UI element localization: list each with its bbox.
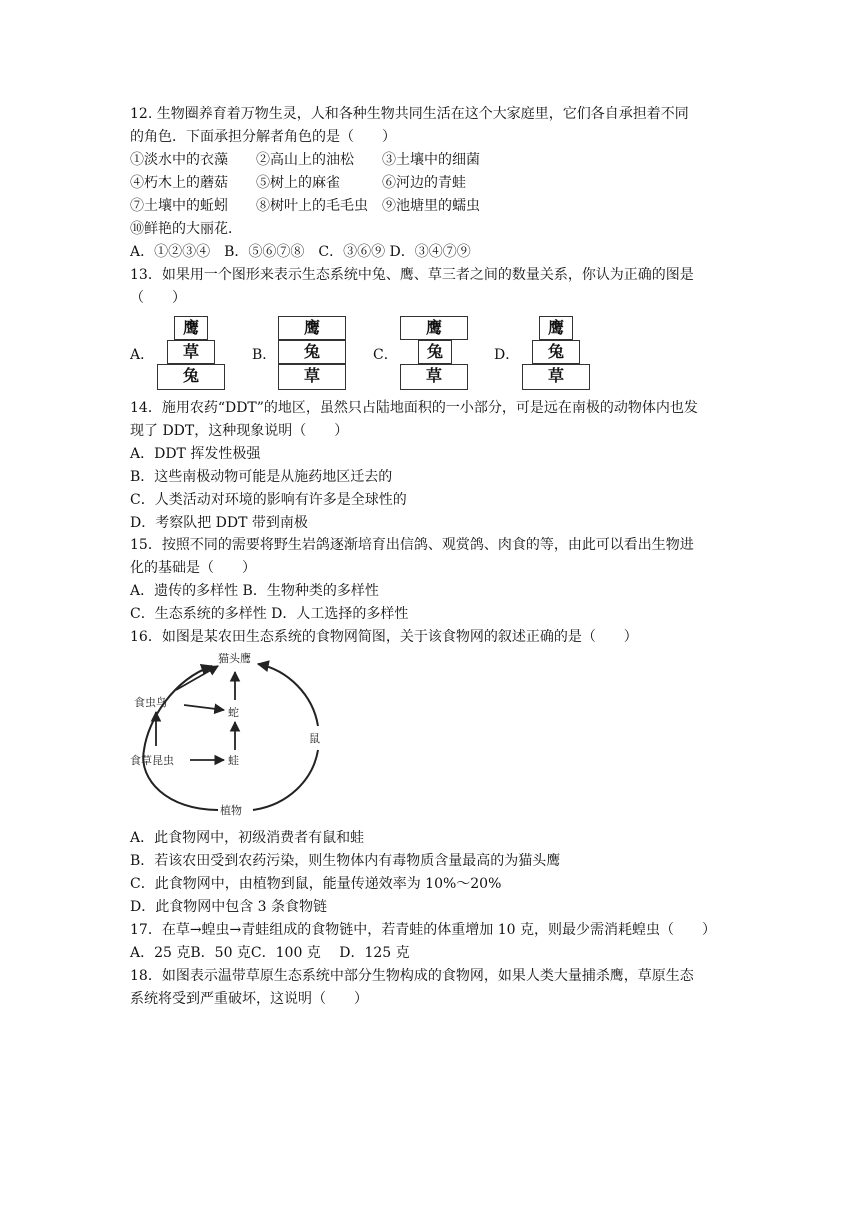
q13-b-middle-box: 兔 xyxy=(278,340,346,364)
q12-stem-line1: 12. 生物圈养育着万物生灵，人和各种生物共同生活在这个大家庭里，它们各自承担着不同 xyxy=(130,106,689,122)
q12-items-row2: ④朽木上的蘑菇 ⑤树上的麻雀 ⑥河边的青蛙 xyxy=(130,175,466,191)
q16-stem: 16．如图是某农田生态系统的食物网简图，关于该食物网的叙述正确的是（ ） xyxy=(130,629,638,645)
q16-option-d: D．此食物网中包含 3 条食物链 xyxy=(130,899,328,915)
q13-option-a-label: A． xyxy=(130,347,155,363)
q13-a-bottom-box: 兔 xyxy=(157,364,225,390)
q12-items-row3: ⑦土壤中的蚯蚓 ⑧树叶上的毛毛虫 ⑨池塘里的蠕虫 xyxy=(130,198,480,214)
q13-option-c-label: C． xyxy=(373,347,398,363)
q16-option-a: A．此食物网中，初级消费者有鼠和蛙 xyxy=(130,830,365,846)
label-owl: 猫头鹰 xyxy=(218,652,251,665)
q17-stem: 17．在草→蝗虫→青蛙组成的食物链中，若青蛙的体重增加 10 克，则最少需消耗蝗虫（ ） xyxy=(130,922,716,938)
q13-a-top-box: 鹰 xyxy=(174,316,208,340)
label-insect: 食草昆虫 xyxy=(130,754,174,767)
q13-c-middle-box: 兔 xyxy=(418,340,452,364)
q13-d-middle-box: 兔 xyxy=(532,340,580,364)
label-mouse: 鼠 xyxy=(309,732,320,745)
q13-option-d-label: D． xyxy=(494,347,520,363)
q13-stem-line1: 13．如果用一个图形来表示生态系统中兔、鹰、草三者之间的数量关系，你认为正确的图是 xyxy=(130,267,694,283)
label-snake: 蛇 xyxy=(228,706,239,719)
arrow-bird-to-owl xyxy=(176,666,218,690)
q13-c-top-box: 鹰 xyxy=(400,316,468,340)
q14-stem-line1: 14．施用农药“DDT”的地区，虽然只占陆地面积的一小部分，可是远在南极的动物体内也发 xyxy=(130,400,698,416)
q12-stem-line2: 的角色．下面承担分解者角色的是（ ） xyxy=(130,129,396,145)
arrow-bird-to-snake xyxy=(184,705,224,710)
q14-option-a: A．DDT 挥发性极强 xyxy=(130,446,261,462)
food-web-right-arc-upper xyxy=(258,664,318,726)
q13-d-bottom-box: 草 xyxy=(522,364,590,390)
label-plant: 植物 xyxy=(220,804,242,817)
q14-stem-line2: 现了 DDT，这种现象说明（ ） xyxy=(130,423,349,439)
food-web-right-arc-lower xyxy=(253,750,318,810)
q12-items-row4: ⑩鲜艳的大丽花． xyxy=(130,221,242,237)
q12-items-row1: ①淡水中的衣藻 ②高山上的油松 ③土壤中的细菌 xyxy=(130,152,480,168)
q13-stem-line2: （ ） xyxy=(130,290,186,306)
q14-option-b: B．这些南极动物可能是从施药地区迁去的 xyxy=(130,469,393,485)
q15-stem-line1: 15．按照不同的需要将野生岩鸽逐渐培育出信鸽、观赏鸽、肉食的等，由此可以看出生物进 xyxy=(130,537,694,553)
q13-a-middle-box: 草 xyxy=(167,340,215,364)
food-web-diagram xyxy=(128,650,338,820)
q13-c-bottom-box: 草 xyxy=(400,364,468,390)
q16-option-c: C．此食物网中，由植物到鼠，能量传递效率为 10%～20% xyxy=(130,876,502,892)
q14-option-c: C．人类活动对环境的影响有许多是全球性的 xyxy=(130,492,407,508)
q17-options: A．25 克B．50 克C．100 克 D．125 克 xyxy=(130,945,410,961)
q13-d-top-box: 鹰 xyxy=(539,316,573,340)
q13-option-b-label: B． xyxy=(252,347,277,363)
label-frog: 蛙 xyxy=(228,754,239,767)
q13-b-bottom-box: 草 xyxy=(278,364,346,390)
q14-option-d: D．考察队把 DDT 带到南极 xyxy=(130,515,308,531)
q15-stem-line2: 化的基础是（ ） xyxy=(130,560,256,576)
q15-options-cd: C．生态系统的多样性 D．人工选择的多样性 xyxy=(130,606,409,622)
q15-options-ab: A．遗传的多样性 B．生物种类的多样性 xyxy=(130,583,379,599)
q18-stem-line2: 系统将受到严重破坏，这说明（ ） xyxy=(130,991,368,1007)
q16-option-b: B．若该农田受到农药污染，则生物体内有毒物质含量最高的为猫头鹰 xyxy=(130,853,561,869)
label-bird: 食虫鸟 xyxy=(134,696,167,709)
q18-stem-line1: 18．如图表示温带草原生态系统中部分生物构成的食物网，如果人类大量捕杀鹰，草原生态 xyxy=(130,968,694,984)
q12-options: A．①②③④ B．⑤⑥⑦⑧ C．③⑥⑨ D．③④⑦⑨ xyxy=(130,244,471,260)
q13-b-top-box: 鹰 xyxy=(278,316,346,340)
